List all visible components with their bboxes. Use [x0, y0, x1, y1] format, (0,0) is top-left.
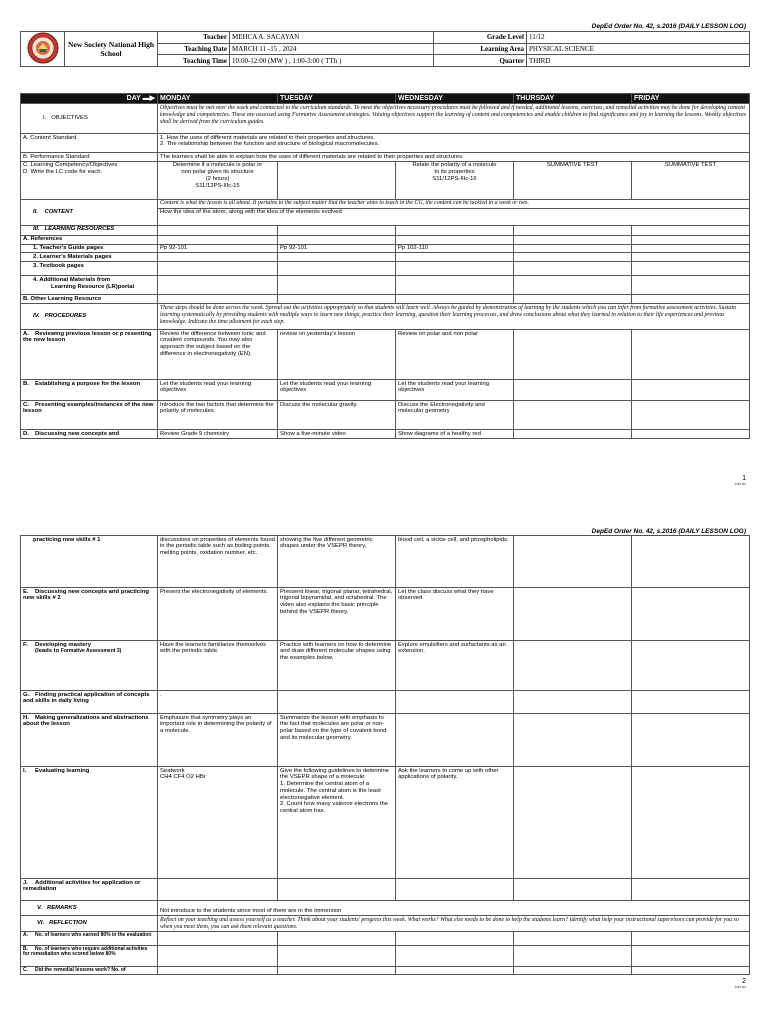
resources-row: [21, 225, 750, 235]
procedure-b-wednesday: Let the students read your learning objectives: [396, 380, 514, 401]
performance-standard-row: [21, 153, 750, 162]
performance-standard-label: B. Performance Standard: [21, 153, 158, 162]
reflection-label-cell: VI. REFLECTION: [21, 916, 158, 932]
procedure-i-row: [21, 767, 750, 879]
grade-value: 11/12: [527, 32, 750, 44]
reflection-note: Reflect on your teaching and assess yourself as a teacher. Think about your students' progress this week. What works? What else needs to be done to help the students learn? Identify what help your instructional supervisors can provide for you so when you meet them, you can ask them relevant questions.: [158, 916, 750, 932]
lesson-log-table-2: [20, 535, 750, 975]
procedure-c-label: C. Presenting examples/instances of the new lesson: [21, 401, 158, 430]
procedure-d-row: [21, 430, 750, 439]
teachers-guide-row: [21, 244, 750, 253]
competency-monday: Determine if a molecule is polar or non polar given its structure (2 hours) S11/12PS-IIIc-15: [158, 161, 278, 199]
procedure-d-monday-cont: discussions on properties of elements found in the periodic table such as boiling points, melting points, oxidation number, etc.: [158, 536, 278, 588]
procedure-e-monday: Present the electronegativity of elements.: [158, 588, 278, 641]
school-seal-icon: [26, 32, 60, 64]
content-label: CONTENT: [44, 208, 73, 215]
remarks-value: Not introduce to the students since most of them are in the immersion: [158, 901, 750, 916]
competency-row: [21, 161, 750, 199]
school-name-cell: [65, 32, 158, 67]
thursday-header: THURSDAY: [514, 94, 632, 104]
procedure-h-label: H. Making generalizations and abstractions about the lesson: [21, 714, 158, 767]
procedure-c-monday: Introduce the two factors that determine the polarity of molecules.: [158, 401, 278, 430]
procedure-f-wednesday: Explore emulsifiers and surfactants as an extension.: [396, 641, 514, 691]
procedure-b-monday: Let the students read your learning objectives: [158, 380, 278, 401]
procedure-d-wednesday-cont: blood cell, a sickle cell, and phospholipids.: [396, 536, 514, 588]
competency-label-cell: [21, 161, 158, 199]
procedure-d-tuesday: Show a five-minute video: [278, 430, 396, 439]
teacher-label: Teacher: [158, 32, 230, 44]
procedure-c-tuesday: Discuss the molecular gravity.: [278, 401, 396, 430]
content-note-row: [21, 199, 750, 208]
time-value: 10:00-12:00 (MW ) , 1:00-3:00 ( TTh ): [230, 55, 434, 67]
reflection-row: [21, 916, 750, 932]
reflection-b-label: B. No. of learners who require additional activities for remediation who scored below 80%: [21, 946, 158, 967]
learners-materials-row: [21, 253, 750, 262]
day-header-row: [21, 94, 750, 104]
remarks-label: REMARKS: [46, 904, 77, 911]
objectives-note: Objectives must be met over the week and connected to the curriculum standards. To meet the objectives necessary procedures must be followed and if needed, additional lessons, exercises, and remedial activities may be done for developing content knowledge and competencies. These are assessed using Formative Assessment strategies. Valuing objectives support the learning of content and competencies and enable children to find significance and joy in learning the lessons. Weekly objectives shall be derived from the curriculum guides.: [158, 104, 750, 134]
objectives-label: OBJECTIVES: [51, 115, 88, 122]
content-value: How the idea of the atom, along with the idea of the elements evolved: [158, 208, 750, 225]
content-standard-row: [21, 134, 750, 153]
competency-label: C. Learning Competency/Objectives: [23, 162, 118, 169]
references-label: A. References: [21, 235, 158, 244]
textbook-row: [21, 262, 750, 276]
tg-tuesday: Pp 92-101: [278, 244, 396, 253]
content-note: Content is what the lesson is all about. It pertains to the subject matter that the teacher aims to teach in the CG, the content can be tackled in a week or two.: [158, 199, 750, 208]
header-table: [20, 31, 750, 67]
procedure-c-row: [21, 401, 750, 430]
wednesday-header: WEDNESDAY: [396, 94, 514, 104]
day-label: DAY: [126, 94, 141, 102]
learners-materials-label: 2. Learner's Materials pages: [21, 253, 158, 262]
procedure-h-monday: Emphasize that symmetry plays an important role in determining the polarity of a molecule.: [158, 714, 278, 767]
other-resource-label: B. Other Learning Resource: [21, 295, 158, 304]
procedure-a-tuesday: review on yesterday's lesson: [278, 330, 396, 380]
content-label-cell: II. CONTENT: [21, 199, 158, 225]
remarks-row: [21, 901, 750, 916]
procedure-h-tuesday: Summarize the lesson with emphasis to the fact that molecules are polar or non-polar based on the type of covalent bond and its molecular geometry.: [278, 714, 396, 767]
procedure-f-label: F. Developing mastery (leads to Formative Assessment 3): [21, 641, 158, 691]
resources-label-cell: III. LEARNING RESOURCES: [21, 225, 158, 235]
procedures-label: PROCEDURES: [44, 313, 87, 320]
quarter-value: THIRD: [527, 55, 750, 67]
page-2: [0, 512, 768, 1024]
procedures-row: [21, 304, 750, 330]
procedure-e-tuesday: Pressent linear, trigonal planar, tetrahedral, trigonal bipyramidal, and octahedral. The video also explains the basic principle behind the VSEPR theory.: [278, 588, 396, 641]
quarter-label: Quarter: [434, 55, 527, 67]
remarks-label-cell: V. REMARKS: [21, 901, 158, 916]
procedure-d-label-cont: practicing new skills # 1: [21, 536, 158, 588]
procedure-a-label: A. Reviewing previous lesson or p resenting the new lesson: [21, 330, 158, 380]
content-standard-label: A. Content Standard: [21, 134, 158, 153]
procedure-i-monday: Seatwork CH4 CF4 O2 HBr: [158, 767, 278, 879]
teacher-value: MEHCA A. SACAYAN: [230, 32, 434, 44]
lc-code-label: D. Write the LC code for each.: [23, 169, 103, 176]
procedure-f-monday: Have the learners familiarize themselves with the periodic table.: [158, 641, 278, 691]
date-label: Teaching Date: [158, 43, 230, 55]
arrow-right-icon: ▬▶: [142, 94, 155, 102]
procedure-g-monday: .: [158, 691, 278, 714]
school-name: New Society National High School: [67, 39, 155, 59]
references-row: [21, 235, 750, 244]
procedure-d-tuesday-cont: showing the five different geometric shapes under the VSEPR theory,: [278, 536, 396, 588]
objectives-label-cell: I. OBJECTIVES: [21, 104, 158, 134]
tuesday-header: TUESDAY: [278, 94, 396, 104]
procedure-d-monday: Review Grade 9 chemistry: [158, 430, 278, 439]
procedure-e-label: E. Discussing new concepts and practicing new skills # 2: [21, 588, 158, 641]
lesson-log-table-1: [20, 93, 750, 439]
friday-header: FRIDAY: [632, 94, 750, 104]
procedure-e-row: [21, 588, 750, 641]
procedure-b-label: B. Establishing a purpose for the lesson: [21, 380, 158, 401]
procedures-note: These steps should be done across the week. Spread out the activities appropriately so that students will learn well. Always be guided by demonstration of learning by the students which you can infer from formative assessment activities. Sustain learning systematically by providing students with multiple ways to learn new things, practice their learning, question their learning processes, and draw conclusions about what they learned in relation to their life experiences and previous knowledge. Indicate the time allotment for each step.: [158, 304, 750, 330]
procedure-f-tuesday: Practice with learners on how to determine and draw different molecular shapes using the examples below.: [278, 641, 396, 691]
day-label-cell: [21, 94, 158, 104]
objectives-row: [21, 104, 750, 134]
procedure-g-label: G. Finding practical application of concepts and skills in daily living: [21, 691, 158, 714]
date-value: MARCH 11 -15 , 2024: [230, 43, 434, 55]
procedure-a-wednesday: Review on polar and non polar: [396, 330, 514, 380]
procedure-h-row: [21, 714, 750, 767]
procedure-j-row: [21, 879, 750, 901]
grade-label: Grade Level: [434, 32, 527, 44]
procedure-d-cont-row: [21, 536, 750, 588]
time-label: Teaching Time: [158, 55, 230, 67]
deped-order-label: DepEd Order No. 42, s.2016 (DAILY LESSON LOG): [591, 23, 746, 30]
procedures-label-cell: IV. PROCEDURES: [21, 304, 158, 330]
other-resource-row: [21, 295, 750, 304]
monday-header: MONDAY: [158, 94, 278, 104]
tg-monday: Pp 92-101: [158, 244, 278, 253]
procedure-g-row: [21, 691, 750, 714]
procedure-b-row: [21, 380, 750, 401]
procedure-b-tuesday: Let the students read your learning objectives: [278, 380, 396, 401]
reflection-a-label: A. No. of learners who earned 80% in the evaluation: [21, 932, 158, 946]
procedure-i-wednesday: Ask the learners to come up with other applications of polarity.: [396, 767, 514, 879]
area-value: PHYSICAL SCIENCE: [527, 43, 750, 55]
school-logo-cell: [21, 32, 65, 67]
page-number-2: 2 loki.dv: [734, 978, 746, 989]
procedure-a-row: [21, 330, 750, 380]
textbook-label: 3. Textbook pages: [21, 262, 158, 276]
procedure-f-row: [21, 641, 750, 691]
reflection-label: REFLECTION: [49, 920, 87, 927]
reflection-c-label: C. Did the remedial lessons work? No. of: [21, 967, 158, 975]
procedure-i-label: I. Evaluating learning: [21, 767, 158, 879]
competency-friday: SUMMATIVE TEST: [632, 161, 750, 199]
procedure-e-wednesday: Let the class discuss what they have observed: [396, 588, 514, 641]
competency-wednesday: Relate the polarity of a molecule to its properties S11/12PS-IIIc-16: [396, 161, 514, 199]
procedure-j-label: J. Additional activities for application or remediation: [21, 879, 158, 901]
procedure-d-wednesday: Show diagrams of a healthy red: [396, 430, 514, 439]
additional-materials-row: [21, 276, 750, 295]
procedure-a-monday: Review the difference between ionic and covalent compounds. You may also approach the subject based on the difference in electronegativity (EN).: [158, 330, 278, 380]
competency-tuesday: [278, 161, 396, 199]
procedure-c-wednesday: Discuss the Electronegativity and molecular geometry: [396, 401, 514, 430]
teachers-guide-label: 1. Teacher's Guide pages: [21, 244, 158, 253]
procedure-d-label: D. Discussing new concepts and: [21, 430, 158, 439]
tg-wednesday: Pp 102-110: [396, 244, 514, 253]
procedure-i-tuesday: Give the following guidelines to determine the VSEPR shape of a molecule: 1. Determine the central atom of a molecule. The central atom is the least electronegative element. 2. Count how many valence electrons the central atom has.: [278, 767, 396, 879]
page-number-1: 1 loki.dv: [734, 475, 746, 486]
content-standard-value: 1. How the uses of different materials are related to their properties and structures. 2. The relationship between the function and structure of biological macromolecules.: [158, 134, 750, 153]
reflection-c-row: [21, 967, 750, 975]
performance-standard-value: The learners shall be able to explain how the uses of different materials are related to their properties and structures.: [158, 153, 750, 162]
additional-materials-label: 4. Additional Materials from Learning Resource (LR)portal: [21, 276, 158, 295]
reflection-b-row: [21, 946, 750, 967]
reflection-a-row: [21, 932, 750, 946]
deped-order-label-2: DepEd Order No. 42, s.2016 (DAILY LESSON LOG): [591, 528, 746, 535]
area-label: Learning Area: [434, 43, 527, 55]
resources-label: LEARNING RESOURCES: [44, 226, 115, 233]
competency-thursday: SUMMATIVE TEST: [514, 161, 632, 199]
